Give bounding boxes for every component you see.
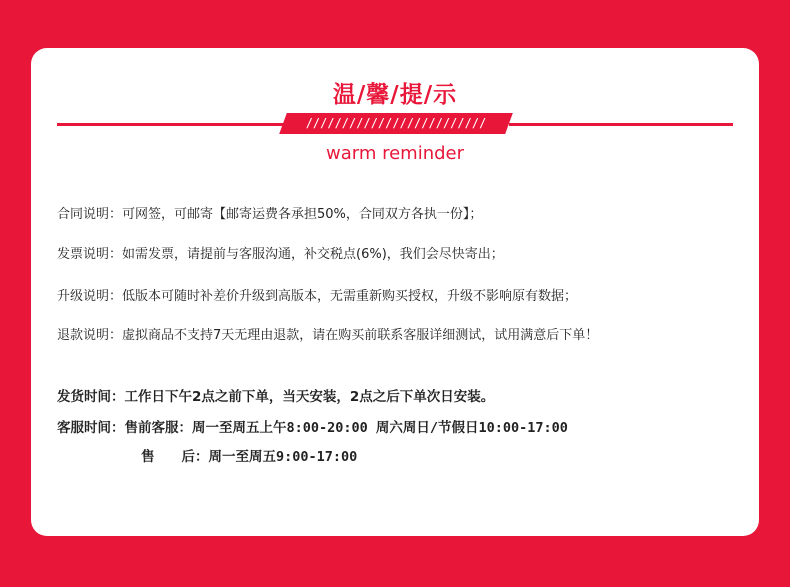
aftersale-text: 周一至周五9:00-17:00 [208,449,358,465]
note-invoice [57,243,504,262]
note-refund [57,324,598,343]
note-contract [57,203,482,222]
page-title: 温/馨/提/示 [332,82,458,108]
service-time-aftersale [141,445,357,465]
slash-band-text: ///////////////////////// [305,116,487,130]
note-upgrade [57,285,577,304]
note-text: 低版本可随时补差价升级到高版本，无需重新购买授权，升级不影响原有数据； [122,289,578,304]
divider-left [57,123,283,126]
service-time-presale [57,416,568,436]
note-label: 升级说明： [57,289,123,304]
note-label: 合同说明： [57,207,123,222]
aftersale-label: 售 后： [141,449,209,465]
shipping-time [57,385,494,405]
note-text: 如需发票，请提前与客服沟通，补交税点(6%)，我们会尽快寄出； [122,247,504,262]
subtitle: warm reminder [325,143,464,164]
note-label: 退款说明： [57,328,123,343]
note-text: 可网签，可邮寄【邮寄运费各承担50%，合同双方各执一份】； [122,207,483,222]
shipping-text: 工作日下午2点之前下单，当天安装，2点之后下单次日安装。 [124,389,495,405]
service-label: 客服时间： [57,420,125,436]
presale-text: 周一至周五上午8:00-20:00 周六周日/节假日10:00-17:00 [192,420,568,436]
note-label: 发票说明： [57,247,123,262]
shipping-label: 发货时间： [57,389,125,405]
reminder-card [31,48,759,536]
divider-right [509,123,733,126]
note-text: 虚拟商品不支持7天无理由退款，请在购买前联系客服详细测试，试用满意后下单！ [122,328,599,343]
presale-label: 售前客服： [124,420,192,436]
